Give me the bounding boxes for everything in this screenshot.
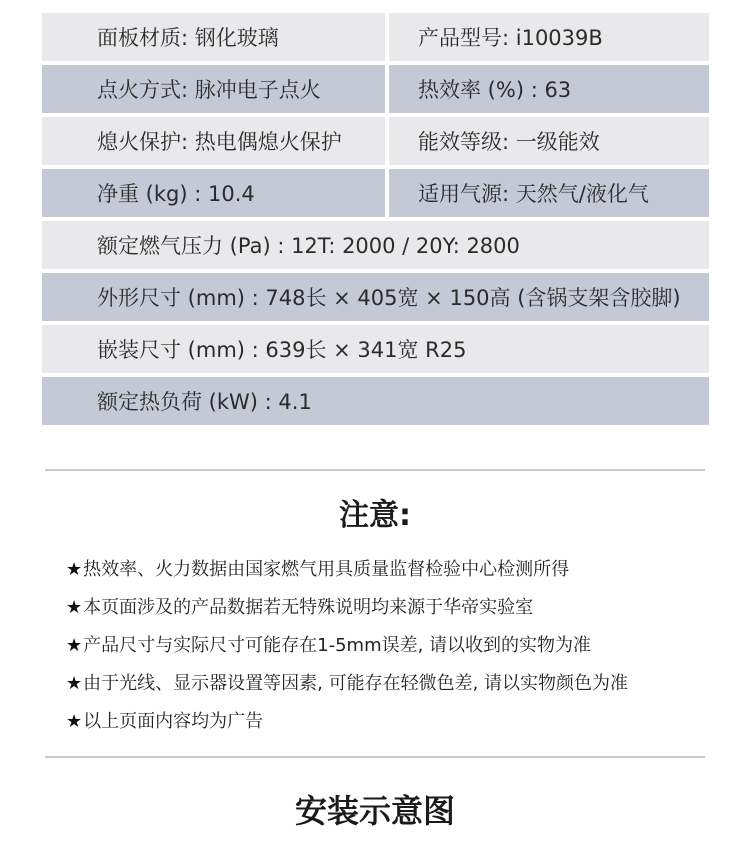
notice-item (66, 589, 706, 627)
notice-item (66, 551, 706, 589)
notice-item (66, 703, 706, 741)
star-icon: ★ (66, 559, 83, 580)
spec-cell-flame-protection: 熄火保护: 热电偶熄火保护 (42, 117, 385, 165)
notice-title: 注意: (339, 498, 411, 533)
star-icon: ★ (66, 673, 83, 694)
star-icon: ★ (66, 597, 83, 618)
spec-row (42, 13, 709, 61)
spec-cell-cutout-dimensions: 嵌装尺寸 (mm) : 639长 × 341宽 R25 (42, 325, 709, 373)
spec-row (42, 377, 709, 425)
star-icon: ★ (66, 635, 83, 656)
notice-list (66, 551, 706, 741)
spec-row (42, 117, 709, 165)
spec-row (42, 65, 709, 113)
spec-cell-outer-dimensions: 外形尺寸 (mm) : 748长 × 405宽 × 150高 (含锅支架含胶脚) (42, 273, 709, 321)
spec-cell-model: 产品型号: i10039B (389, 13, 709, 61)
section-divider (45, 756, 705, 758)
install-diagram-title: 安装示意图 (294, 792, 455, 830)
notice-item-text: 产品尺寸与实际尺寸可能存在1-5mm误差, 请以收到的实物为准 (83, 635, 592, 656)
section-divider (45, 469, 705, 471)
notice-item-text: 本页面涉及的产品数据若无特殊说明均来源于华帝实验室 (83, 597, 534, 618)
spec-table (42, 13, 709, 429)
notice-item (66, 665, 706, 703)
spec-cell-gas-pressure: 额定燃气压力 (Pa) : 12T: 2000 / 20Y: 2800 (42, 221, 709, 269)
spec-cell-energy-grade: 能效等级: 一级能效 (389, 117, 709, 165)
spec-cell-net-weight: 净重 (kg) : 10.4 (42, 169, 385, 217)
notice-item-text: 以上页面内容均为广告 (83, 711, 264, 732)
spec-row (42, 273, 709, 321)
star-icon: ★ (66, 711, 83, 732)
spec-cell-thermal-efficiency: 热效率 (%) : 63 (389, 65, 709, 113)
spec-cell-ignition: 点火方式: 脉冲电子点火 (42, 65, 385, 113)
spec-row (42, 221, 709, 269)
spec-row (42, 325, 709, 373)
spec-cell-gas-source: 适用气源: 天然气/液化气 (389, 169, 709, 217)
spec-row (42, 169, 709, 217)
notice-item-text: 热效率、火力数据由国家燃气用具质量监督检验中心检测所得 (83, 559, 570, 580)
notice-item (66, 627, 706, 665)
spec-cell-rated-heat-load: 额定热负荷 (kW) : 4.1 (42, 377, 709, 425)
notice-item-text: 由于光线、显示器设置等因素, 可能存在轻微色差, 请以实物颜色为准 (83, 673, 629, 694)
spec-cell-panel-material: 面板材质: 钢化玻璃 (42, 13, 385, 61)
